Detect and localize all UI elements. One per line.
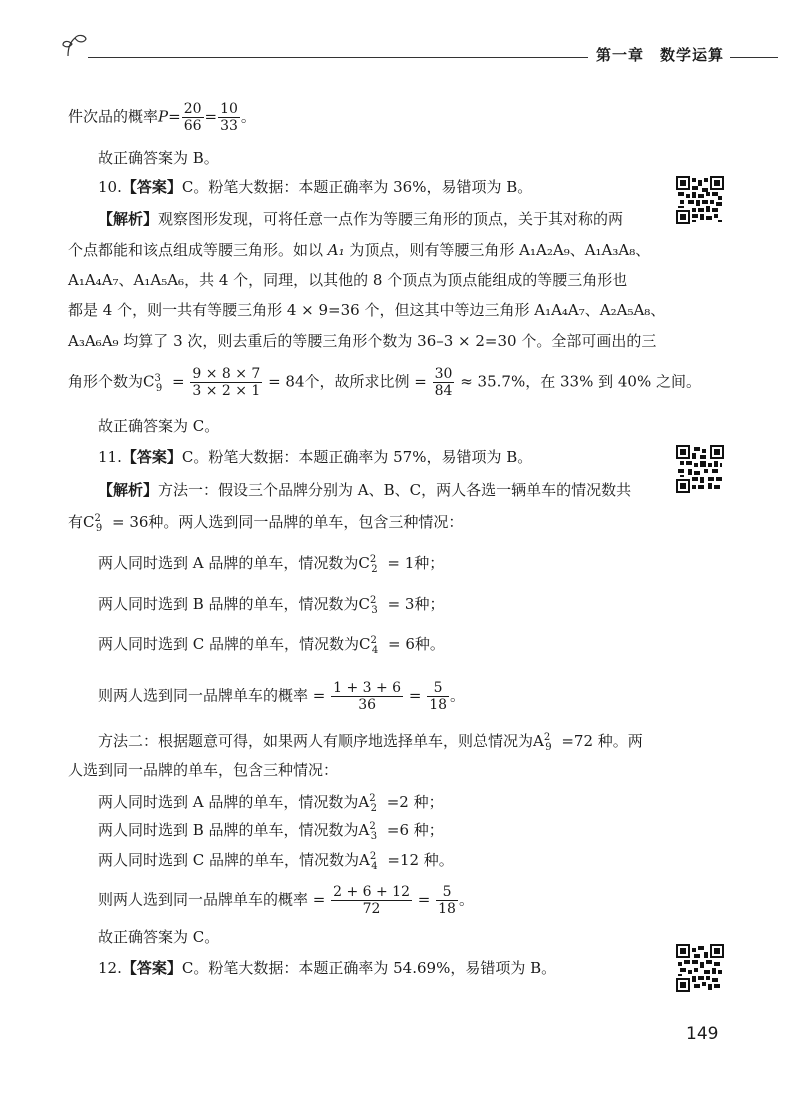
subscript: 9 bbox=[95, 523, 103, 534]
superscript: 2 bbox=[369, 821, 376, 832]
text: = 6种。 bbox=[383, 635, 445, 653]
text: C。粉笔大数据：本题正确率为 36%，易错项为 B。 bbox=[181, 178, 533, 196]
header-rule-left bbox=[88, 57, 588, 58]
subscript: 2 bbox=[370, 803, 377, 814]
text: 则两人选到同一品牌单车的概率 = bbox=[98, 890, 331, 909]
denominator: 18 bbox=[438, 901, 456, 917]
math-text: A₁ bbox=[327, 241, 345, 259]
text: 两人同时选到 C 品牌的单车，情况数为A bbox=[98, 851, 370, 869]
header-rule-right bbox=[730, 57, 778, 58]
q11-answer bbox=[98, 447, 532, 467]
combination-symbol bbox=[370, 594, 383, 614]
text: = bbox=[404, 686, 427, 705]
combination-symbol bbox=[154, 372, 167, 392]
answer-11: 故正确答案为 C。 bbox=[98, 928, 220, 946]
page-number: 149 bbox=[686, 1024, 719, 1044]
fraction bbox=[190, 366, 262, 399]
subscript: 9 bbox=[155, 382, 163, 394]
text: 两人同时选到 B 品牌的单车，情况数为A bbox=[98, 821, 370, 839]
q10-explain-line1 bbox=[98, 209, 623, 229]
text: 两人同时选到 C 品牌的单车，情况数为C bbox=[98, 635, 371, 653]
combination-symbol bbox=[94, 512, 107, 532]
q10-explain-line3: A₁A₄A₇、A₁A₅A₆，共 4 个，同理，以其他的 8 个顶点为顶点能组成的等腰三角形也 bbox=[68, 271, 628, 289]
text: 两人同时选到 A 品牌的单车，情况数为A bbox=[98, 793, 370, 811]
numerator: 1 + 3 + 6 bbox=[333, 680, 402, 696]
method1-case-b bbox=[98, 594, 444, 614]
subscript: 4 bbox=[371, 645, 379, 656]
numerator: 9 × 8 × 7 bbox=[192, 366, 261, 382]
subscript: 3 bbox=[370, 831, 378, 842]
superscript: 3 bbox=[154, 372, 161, 384]
denominator: 33 bbox=[220, 118, 238, 134]
text: 有C bbox=[68, 513, 95, 531]
answer-tag: 【答案】 bbox=[121, 448, 182, 466]
method1-probability bbox=[98, 680, 465, 713]
fraction bbox=[436, 884, 458, 917]
leaf-logo-icon bbox=[60, 30, 90, 60]
question-number: 10. bbox=[98, 178, 122, 196]
text: 方法一：假设三个品牌分别为 A、B、C，两人各选一辆单车的情况数共 bbox=[158, 481, 632, 499]
text: =2 种； bbox=[381, 793, 444, 811]
answer-10: 故正确答案为 C。 bbox=[98, 417, 220, 435]
text: 。 bbox=[458, 890, 474, 909]
q10-explain-line6 bbox=[68, 366, 701, 399]
qr-code-icon[interactable] bbox=[676, 445, 724, 493]
numerator: 5 bbox=[436, 884, 458, 901]
superscript: 2 bbox=[370, 635, 377, 646]
qr-code-icon[interactable] bbox=[676, 944, 724, 992]
text: 。 bbox=[240, 107, 256, 126]
denominator: 36 bbox=[358, 697, 377, 713]
method2-line1 bbox=[98, 731, 643, 751]
text: 为顶点，则有等腰三角形 A₁A₂A₉、A₁A₃A₈、 bbox=[344, 241, 651, 259]
subscript: 9 bbox=[545, 742, 552, 753]
q10-explain-line5: A₃A₆A₉ 均算了 3 次，则去重后的等腰三角形个数为 36–3 × 2=30 个。全部可画出的三 bbox=[68, 332, 657, 350]
text: = bbox=[167, 372, 190, 391]
superscript: 2 bbox=[370, 595, 377, 606]
q10-explain-line2 bbox=[68, 240, 650, 260]
method2-case-b bbox=[98, 820, 444, 840]
fraction bbox=[331, 680, 403, 713]
q10-explain-line4: 都是 4 个，则一共有等腰三角形 4 × 9=36 个，但这其中等边三角形 A₁A₄A₇、A₂A₅A₈、 bbox=[68, 301, 666, 319]
denominator: 84 bbox=[434, 383, 453, 399]
arrangement-symbol bbox=[544, 731, 557, 751]
prob-line: 件次品的概率P= $\frac{20}{66}$ = $\frac{10}{33}$ 。 bbox=[68, 101, 256, 134]
fraction bbox=[427, 680, 449, 713]
combination-symbol bbox=[370, 553, 383, 573]
numerator: 5 bbox=[427, 680, 449, 697]
method1-case-c bbox=[98, 634, 445, 654]
text: 件次品的概率 bbox=[68, 107, 159, 126]
text: C。粉笔大数据：本题正确率为 57%，易错项为 B。 bbox=[181, 448, 533, 466]
var-p: P bbox=[158, 107, 169, 126]
superscript: 2 bbox=[369, 851, 377, 862]
q11-explain-line1 bbox=[98, 480, 631, 500]
q11-explain-line2 bbox=[68, 512, 463, 532]
fraction bbox=[182, 101, 204, 134]
question-number: 11. bbox=[98, 448, 122, 466]
method1-case-a bbox=[98, 553, 444, 573]
text: = 3种； bbox=[382, 595, 445, 613]
method2-probability bbox=[98, 884, 474, 917]
superscript: 2 bbox=[94, 513, 101, 524]
chapter-title: 第一章 数学运算 bbox=[596, 46, 725, 64]
subscript: 2 bbox=[371, 564, 378, 575]
numerator: 10 bbox=[220, 101, 238, 117]
text: 角形个数为C bbox=[68, 372, 155, 391]
arrangement-symbol bbox=[370, 850, 383, 870]
subscript: 3 bbox=[371, 605, 378, 616]
text: 两人同时选到 B 品牌的单车，情况数为C bbox=[98, 595, 371, 613]
method2-case-a bbox=[98, 792, 444, 812]
q10-answer bbox=[98, 177, 532, 197]
denominator: 66 bbox=[183, 118, 202, 134]
answer-9: 故正确答案为 B。 bbox=[98, 149, 219, 167]
fraction bbox=[433, 366, 455, 399]
numerator: 2 + 6 + 12 bbox=[333, 884, 410, 900]
text: = 36种。两人选到同一品牌的单车，包含三种情况： bbox=[107, 513, 464, 531]
text: 个点都能和该点组成等腰三角形。如以 bbox=[68, 241, 328, 259]
subscript: 4 bbox=[371, 861, 378, 872]
text: = 84个，故所求比例 = bbox=[263, 372, 432, 391]
text: ≈ 35.7%，在 33% 到 40% 之间。 bbox=[455, 372, 701, 391]
numerator: 30 bbox=[434, 366, 453, 382]
text: = bbox=[413, 890, 436, 909]
answer-tag: 【答案】 bbox=[121, 178, 182, 196]
denominator: 72 bbox=[362, 901, 381, 917]
text: =72 种。两 bbox=[556, 732, 643, 750]
method2-case-c bbox=[98, 850, 454, 870]
denominator: 3 × 2 × 1 bbox=[192, 383, 261, 399]
qr-code-icon[interactable] bbox=[676, 176, 724, 224]
arrangement-symbol bbox=[369, 792, 382, 812]
numerator: 20 bbox=[183, 101, 202, 117]
superscript: 2 bbox=[369, 554, 377, 565]
explain-tag: 【解析】 bbox=[98, 481, 159, 499]
fraction bbox=[331, 884, 412, 917]
method2-line2: 人选到同一品牌的单车，包含三种情况： bbox=[68, 761, 339, 779]
text: 两人同时选到 A 品牌的单车，情况数为C bbox=[98, 554, 370, 572]
text: = 1种； bbox=[382, 554, 445, 572]
text: 。 bbox=[450, 686, 466, 705]
text: 则两人选到同一品牌单车的概率 = bbox=[98, 686, 331, 705]
combination-symbol bbox=[371, 634, 384, 654]
text: C。粉笔大数据：本题正确率为 54.69%，易错项为 B。 bbox=[181, 959, 557, 977]
q12-answer bbox=[98, 958, 556, 978]
explain-tag: 【解析】 bbox=[98, 210, 159, 228]
fraction bbox=[218, 101, 240, 134]
superscript: 2 bbox=[369, 793, 376, 804]
question-number: 12. bbox=[98, 959, 122, 977]
answer-tag: 【答案】 bbox=[121, 959, 182, 977]
arrangement-symbol bbox=[369, 820, 382, 840]
superscript: 2 bbox=[543, 732, 551, 743]
text: 方法二：根据题意可得，如果两人有顺序地选择单车，则总情况为A bbox=[98, 732, 544, 750]
text: =6 种； bbox=[382, 821, 444, 839]
denominator: 18 bbox=[429, 697, 448, 713]
text: =12 种。 bbox=[382, 851, 454, 869]
text: 观察图形发现，可将任意一点作为等腰三角形的顶点，关于其对称的两 bbox=[158, 210, 624, 228]
